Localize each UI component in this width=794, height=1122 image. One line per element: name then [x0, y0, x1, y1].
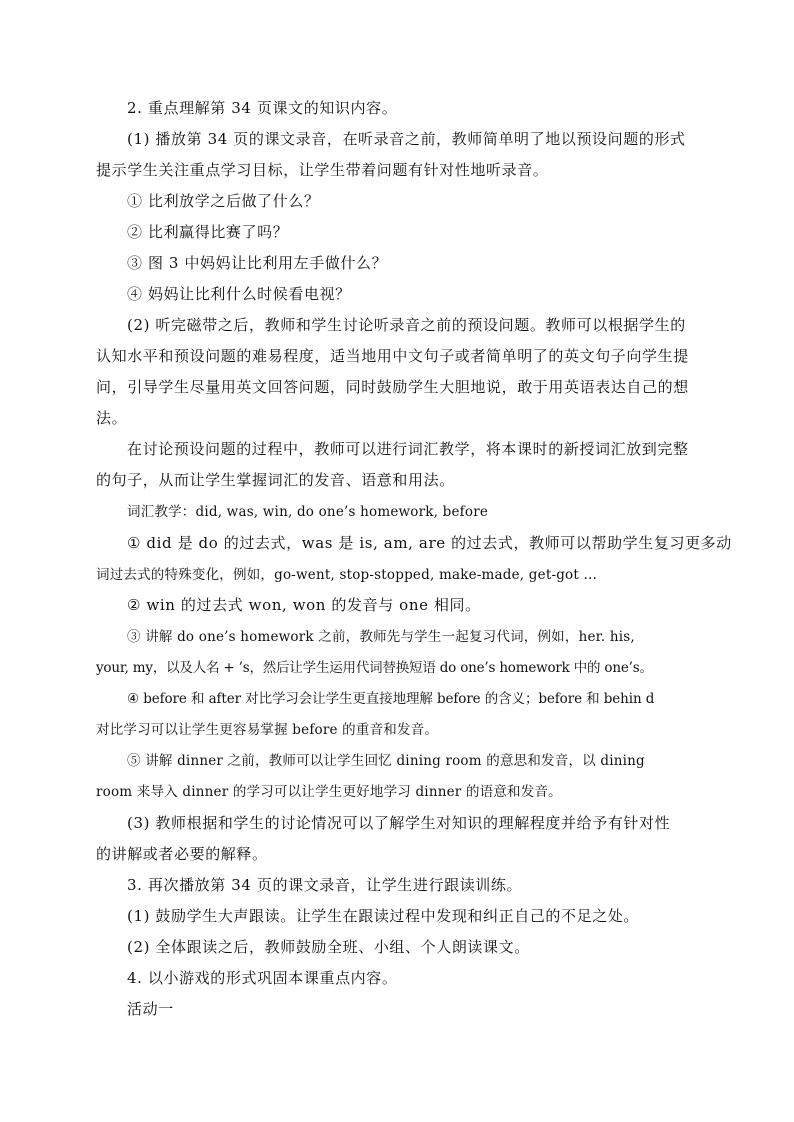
paragraph-line: 提示学生关注重点学习目标，让学生带着问题有针对性地听录音。 — [96, 161, 549, 179]
section-heading-4: 4. 以小游戏的形式巩固本课重点内容。 — [127, 969, 398, 987]
paragraph-line: (2) 听完磁带之后，教师和学生讨论听录音之前的预设问题。教师可以根据学生的 — [127, 316, 686, 334]
question-item: ① 比利放学之后做了什么？ — [127, 192, 320, 210]
paragraph-line: (1) 鼓励学生大声跟读。让学生在跟读过程中发现和纠正自己的不足之处。 — [127, 907, 640, 925]
question-item: ④ 妈妈让比利什么时候看电视？ — [127, 285, 351, 303]
paragraph-line: 在讨论预设问题的过程中，教师可以进行词汇教学，将本课时的新授词汇放到完整 — [127, 440, 689, 458]
vocabulary-heading: 词汇教学：did, was, win, do one’s homework, before — [127, 504, 489, 520]
paragraph-line: (2) 全体跟读之后，教师鼓励全班、小组、个人朗读课文。 — [127, 938, 530, 956]
vocabulary-item: ⑤ 讲解 dinner 之前，教师可以让学生回忆 dining room 的意思和发音，以 dining — [127, 753, 645, 769]
paragraph-line: (1) 播放第 34 页的课文录音，在听录音之前，教师简单明了地以预设问题的形式 — [127, 130, 686, 148]
paragraph-line: 问，引导学生尽量用英文回答问题，同时鼓励学生大胆地说，敢于用英语表达自己的想 — [96, 378, 689, 396]
vocabulary-item: ① did 是 do 的过去式，was 是 is, am, are 的过去式，教师可以帮助学生复习更多动 — [127, 534, 732, 552]
section-heading-2: 2. 重点理解第 34 页课文的知识内容。 — [127, 99, 398, 117]
vocabulary-item: 对比学习可以让学生更容易掌握 before 的重音和发音。 — [96, 722, 439, 738]
paragraph-line: 的句子，从而让学生掌握词汇的发音、语意和用法。 — [96, 471, 455, 489]
activity-heading: 活动一 — [127, 1000, 174, 1018]
vocabulary-item: your, my，以及人名 + ’s，然后让学生运用代词替换短语 do one’s homework 中的 one’s。 — [96, 660, 653, 676]
vocabulary-item: ③ 讲解 do one’s homework 之前，教师先与学生一起复习代词，例如，her. his, — [127, 629, 635, 645]
section-heading-3: 3. 再次播放第 34 页的课文录音，让学生进行跟读训练。 — [127, 876, 523, 894]
paragraph-line: 法。 — [96, 409, 128, 427]
paragraph-line: 的讲解或者必要的解释。 — [96, 845, 268, 863]
vocabulary-item: room 来导入 dinner 的学习可以让学生更好地学习 dinner 的语意和发音。 — [96, 784, 562, 800]
paragraph-line: 认知水平和预设问题的难易程度，适当地用中文句子或者简单明了的英文句子向学生提 — [96, 347, 689, 365]
question-item: ③ 图 3 中妈妈让比利用左手做什么？ — [127, 254, 388, 272]
vocabulary-item: ② win 的过去式 won, won 的发音与 one 相同。 — [127, 596, 481, 614]
paragraph-line: (3) 教师根据和学生的讨论情况可以了解学生对知识的理解程度并给予有针对性 — [127, 814, 671, 832]
vocabulary-item: ④ before 和 after 对比学习会让学生更直接地理解 before 的含义；before 和 behin d — [127, 691, 655, 707]
question-item: ② 比利赢得比赛了吗？ — [127, 223, 289, 241]
vocabulary-item: 词过去式的特殊变化，例如，go-went, stop-stopped, make-made, get-got ... — [96, 567, 597, 583]
